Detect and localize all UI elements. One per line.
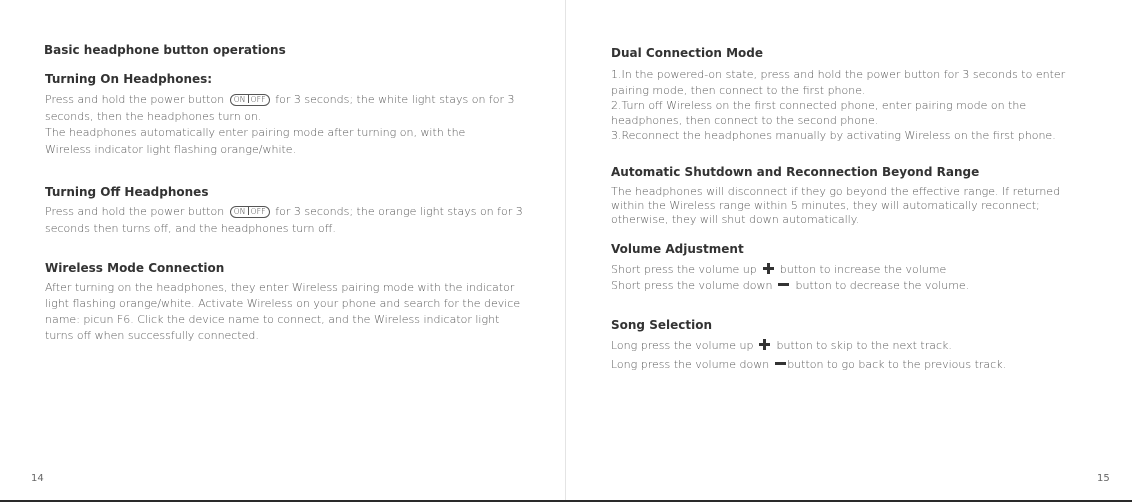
song-down-line: Long press the volume down button to go back to the previous track. xyxy=(611,358,1007,371)
left-page xyxy=(0,0,566,500)
dual-line3: 2.Turn off Wireless on the first connected phone, enter pairing mode on the xyxy=(611,99,1027,112)
power-button-icon: ON OFF xyxy=(230,206,270,218)
turning-on-line1: Press and hold the power button ON OFF for 3 seconds; the white light stays on for 3 xyxy=(45,93,515,106)
wireless-line1: After turning on the headphones, they enter Wireless pairing mode with the indicator xyxy=(45,281,515,294)
wireless-line3: name: picun F6. Click the device name to connect, and the Wireless indicator light xyxy=(45,313,500,326)
auto-line3: otherwise, they will shut down automatically. xyxy=(611,213,860,226)
auto-line2: within the Wireless range within 5 minutes, they will automatically reconnect; xyxy=(611,199,1040,212)
turning-on-heading: Turning On Headphones: xyxy=(45,72,213,86)
song-up-line: Long press the volume up button to skip to the next track. xyxy=(611,339,952,352)
page-number-left: 14 xyxy=(31,473,44,484)
page-title: Basic headphone button operations xyxy=(44,43,286,57)
dual-line5: 3.Reconnect the headphones manually by activating Wireless on the first phone. xyxy=(611,129,1056,142)
turning-off-line2: seconds then turns off, and the headphones turn off. xyxy=(45,222,336,235)
auto-heading: Automatic Shutdown and Reconnection Beyond Range xyxy=(611,165,980,179)
wireless-line2: light flashing orange/white. Activate Wireless on your phone and search for the device xyxy=(45,297,521,310)
turning-off-line1: Press and hold the power button ON OFF for 3 seconds; the orange light stays on for 3 xyxy=(45,205,523,218)
song-heading: Song Selection xyxy=(611,318,712,332)
plus-icon xyxy=(759,339,770,350)
wireless-heading: Wireless Mode Connection xyxy=(45,261,225,275)
minus-icon xyxy=(778,283,789,286)
dual-line2: pairing mode, then connect to the first phone. xyxy=(611,84,866,97)
volume-down-line: Short press the volume down button to decrease the volume. xyxy=(611,279,970,292)
dual-line1: 1.In the powered-on state, press and hold the power button for 3 seconds to enter xyxy=(611,68,1066,81)
auto-line1: The headphones will disconnect if they go beyond the effective range. If returned xyxy=(611,185,1061,198)
power-button-icon: ON OFF xyxy=(230,94,270,106)
wireless-line4: turns off when successfully connected. xyxy=(45,329,259,342)
plus-icon xyxy=(763,263,774,274)
turning-on-line3: The headphones automatically enter pairing mode after turning on, with the xyxy=(45,126,466,139)
volume-up-line: Short press the volume up button to increase the volume xyxy=(611,263,947,276)
turning-on-line4: Wireless indicator light flashing orange/white. xyxy=(45,143,297,156)
dual-line4: headphones, then connect to the second phone. xyxy=(611,114,879,127)
minus-icon xyxy=(775,362,786,365)
dual-heading: Dual Connection Mode xyxy=(611,46,764,60)
turning-off-heading: Turning Off Headphones xyxy=(45,185,209,199)
volume-heading: Volume Adjustment xyxy=(611,242,744,256)
page-number-right: 15 xyxy=(1097,473,1110,484)
turning-on-line2: seconds, then the headphones turn on. xyxy=(45,110,262,123)
right-page xyxy=(566,0,1132,500)
